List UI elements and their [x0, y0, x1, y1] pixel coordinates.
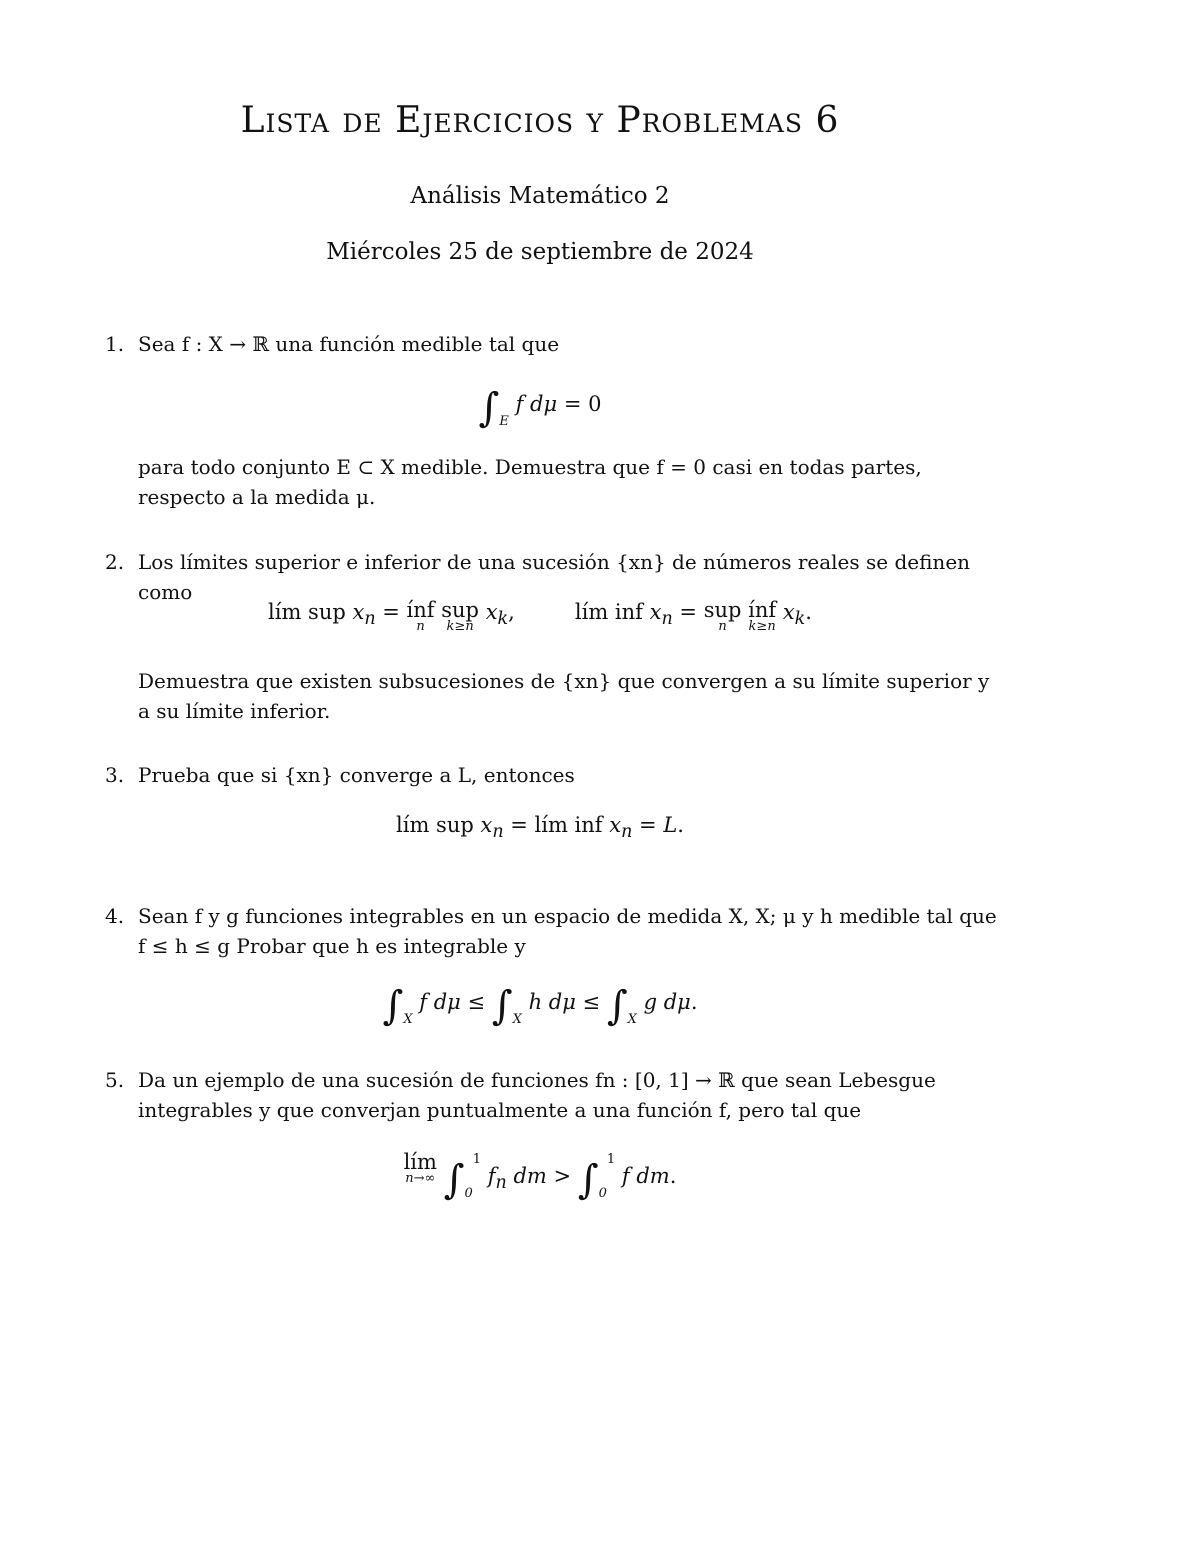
- problem-2-equation: lím sup $x_n$ = ínf n sup k≥n $x_k$, lím inf $x_n$ = sup n ínf k≥n $x_k$.: [268, 598, 812, 634]
- problem-text: Da un ejemplo de una sucesión de funciones fn : [0, 1] → ℝ que sean Lebesgue integrables y que converjan puntualmente a una función f, pero tal que: [138, 1068, 936, 1122]
- problem-number: 2.: [105, 550, 125, 574]
- problem-1-intro: [105, 329, 998, 359]
- problem-text: Sea f : X → ℝ una función medible tal que: [138, 332, 560, 356]
- problem-5-equation: lím n→∞ $\int_0^1$ $f_n$ dm > $\int_0^1$ f dm.: [403, 1150, 677, 1203]
- problem-text: Prueba que si {xn} converge a L, entonces: [138, 763, 575, 787]
- problem-number: 4.: [105, 904, 125, 928]
- problem-text: Los límites superior e inferior de una sucesión {xn} de números reales se definen como: [138, 550, 971, 604]
- problem-1-text: [105, 452, 998, 512]
- problem-text: para todo conjunto E ⊂ X medible. Demuestra que f = 0 casi en todas partes, respecto a la medida μ.: [138, 455, 922, 509]
- problem-4-intro: [105, 901, 998, 961]
- problem-5-intro: [105, 1065, 998, 1125]
- problem-3-intro: [105, 760, 998, 790]
- problem-number: 3.: [105, 763, 125, 787]
- date-subtitle: Miércoles 25 de septiembre de 2024: [326, 239, 754, 265]
- problem-text: Demuestra que existen subsucesiones de {xn} que convergen a su límite superior y a su límite inferior.: [138, 669, 990, 723]
- course-subtitle: Análisis Matemático 2: [410, 183, 670, 209]
- problem-2-text: [105, 666, 998, 726]
- problem-2-intro: [105, 547, 998, 607]
- page-title: Lista de Ejercicios y Problemas 6: [240, 100, 840, 141]
- problem-number: 1.: [105, 332, 125, 356]
- problem-3-equation: lím sup $x_n$ = lím inf $x_n = L$.: [396, 813, 684, 843]
- problem-number: 5.: [105, 1068, 125, 1092]
- problem-1-equation: $\int_E$ f dμ = 0: [478, 385, 602, 431]
- problem-4-equation: $\int_X$ f $d\mu \le \int_X$ h $d\mu \le \int_X$ g dμ.: [382, 983, 698, 1029]
- problem-text: Sean f y g funciones integrables en un espacio de medida X, X; μ y h medible tal que f ≤ h ≤ g Probar que h es integrable y: [138, 904, 997, 958]
